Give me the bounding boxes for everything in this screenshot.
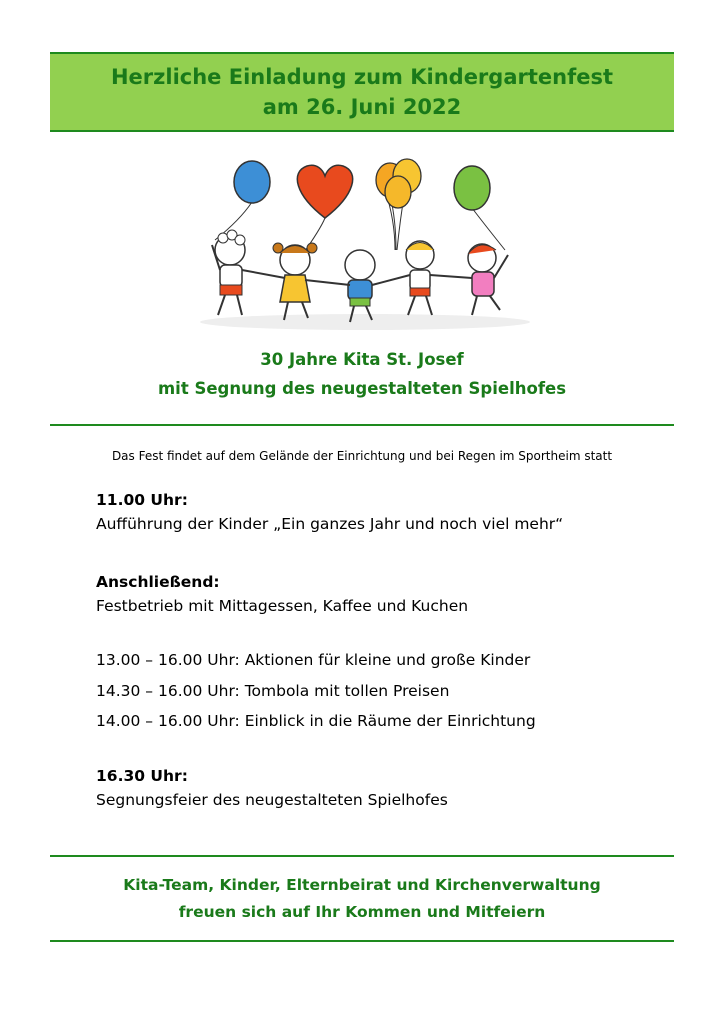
divider-top xyxy=(50,424,674,426)
header-banner xyxy=(50,52,674,132)
subtitle-line1: 30 Jahre Kita St. Josef xyxy=(260,350,464,369)
activity-item: 13.00 – 16.00 Uhr: Aktionen für kleine und große Kinder xyxy=(96,651,531,669)
closing-line1: Kita-Team, Kinder, Elternbeirat und Kirchenverwaltung xyxy=(123,876,601,894)
children-with-balloons-icon xyxy=(190,150,535,335)
subtitle-line2: mit Segnung des neugestalteten Spielhofes xyxy=(157,379,567,398)
activity-item: 14.00 – 16.00 Uhr: Einblick in die Räume der Einrichtung xyxy=(96,712,536,730)
program-text-1100: Aufführung der Kinder „Ein ganzes Jahr und noch viel mehr“ xyxy=(96,515,564,533)
program-time-anschliessend: Anschließend: xyxy=(96,573,220,591)
header-title-line2: am 26. Juni 2022 xyxy=(262,95,462,119)
closing-line2: freuen sich auf Ihr Kommen und Mitfeiern xyxy=(178,903,546,921)
program-time-1100: 11.00 Uhr: xyxy=(96,491,188,509)
activity-item: 14.30 – 16.00 Uhr: Tombola mit tollen Preisen xyxy=(96,681,450,700)
program-block-anschliessend xyxy=(96,570,468,618)
program-text-anschliessend: Festbetrieb mit Mittagessen, Kaffee und Kuchen xyxy=(96,597,469,615)
closing-message xyxy=(50,872,674,926)
program-text-1630: Segnungsfeier des neugestalteten Spielhofes xyxy=(96,791,448,809)
anniversary-subtitle xyxy=(50,345,674,403)
venue-note: Das Fest findet auf dem Gelände der Einrichtung und bei Regen im Sportheim statt xyxy=(111,449,613,463)
divider-bottom-1 xyxy=(50,855,674,857)
program-time-1630: 16.30 Uhr: xyxy=(96,767,188,785)
program-block-1100 xyxy=(96,488,563,536)
program-block-1630 xyxy=(96,764,448,812)
divider-bottom-2 xyxy=(50,940,674,942)
header-title-line1: Herzliche Einladung zum Kindergartenfest xyxy=(110,65,613,89)
program-activities-list xyxy=(96,645,536,737)
